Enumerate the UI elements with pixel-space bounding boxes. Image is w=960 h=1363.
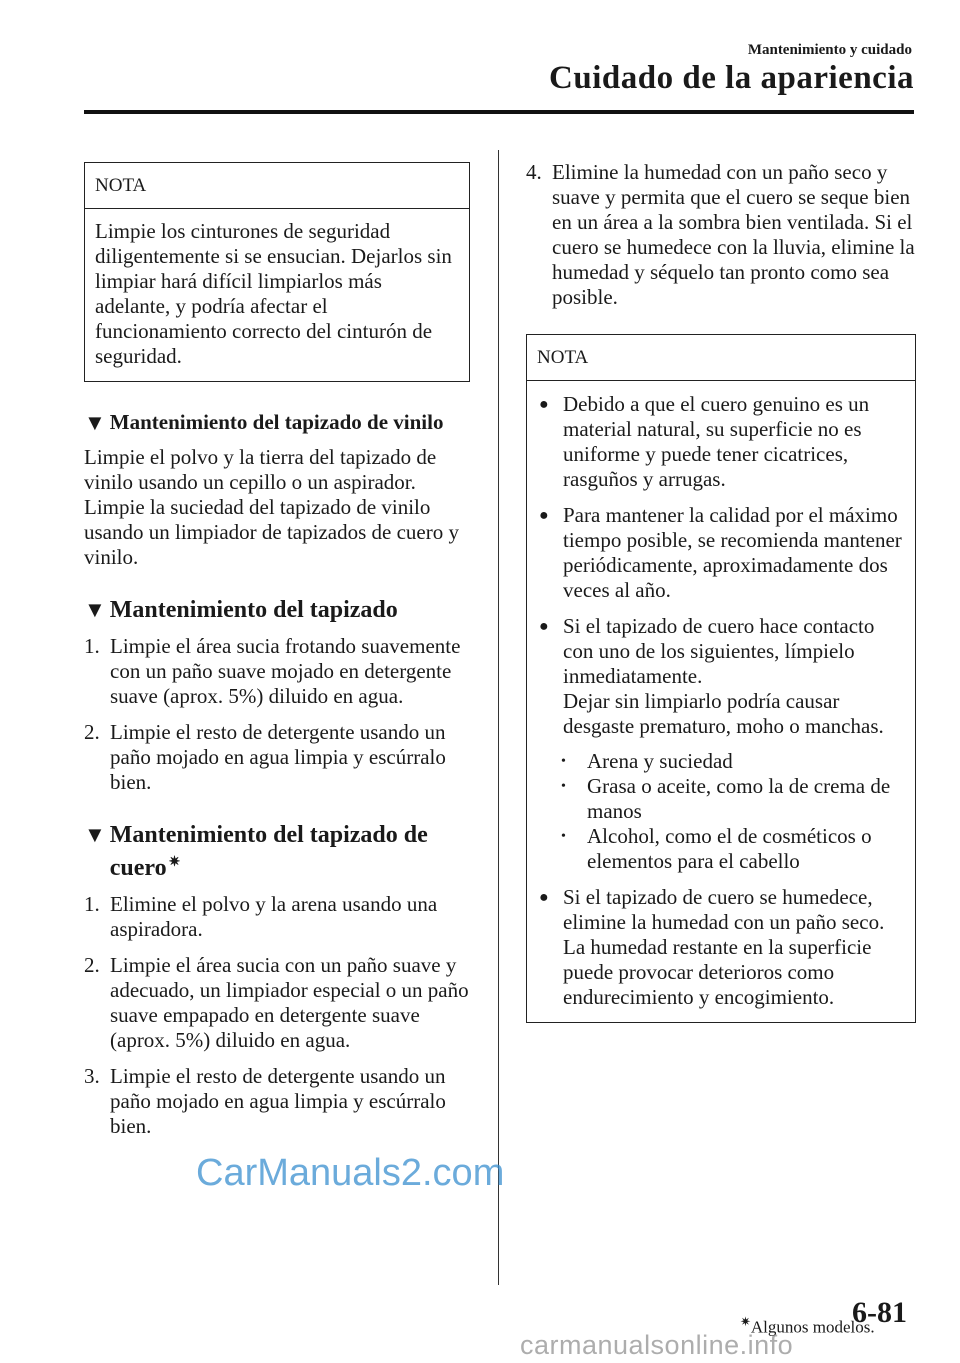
sub-bullet-icon: •	[561, 754, 566, 769]
sub-list	[537, 749, 905, 874]
asterisk-icon: ✷	[740, 1314, 751, 1329]
column-divider	[498, 150, 499, 1285]
bullet-item	[537, 885, 905, 1010]
chapter-title: Mantenimiento y cuidado	[747, 42, 912, 58]
note-body	[527, 392, 915, 1022]
vinyl-paragraph: Limpie el polvo y la tierra del tapizado de vinilo usando un cepillo o un aspirador. Limpie la suciedad del tapizado de vinilo usando un limpiador de tapizados de cuero y vinilo.	[84, 445, 459, 569]
header-divider	[84, 110, 914, 114]
section-title-header: Cuidado de la apariencia	[549, 60, 914, 96]
right-column	[526, 160, 916, 1023]
sub-item-text: Grasa o aceite, como la de crema de manos	[587, 774, 891, 823]
asterisk-icon: ✷	[168, 855, 181, 870]
note-title: NOTA	[85, 163, 469, 209]
step-number: 1.	[84, 634, 100, 658]
step-item	[84, 892, 470, 942]
bullet-dot-icon: ●	[539, 889, 549, 906]
step-number: 1.	[84, 892, 100, 916]
bullet-text-line: Dejar sin limpiarlo podría causar desgaste prematuro, moho o manchas.	[563, 689, 884, 738]
sub-item	[561, 749, 905, 774]
bullet-text: Si el tapizado de cuero se humedece, elimine la humedad con un paño seco. La humedad restante en la superficie puede provocar deterioros como endurecimiento y encogimiento.	[563, 885, 885, 1009]
step-number: 4.	[526, 160, 542, 184]
note-title: NOTA	[527, 335, 915, 381]
heading-text	[110, 821, 470, 882]
left-column	[84, 162, 470, 1150]
heading-text: Mantenimiento del tapizado	[109, 597, 398, 623]
bullet-item	[537, 503, 905, 603]
step-item	[84, 634, 470, 709]
step-text: Elimine el polvo y la arena usando una aspiradora.	[110, 892, 438, 941]
sub-item-text: Alcohol, como el de cosméticos o elementos para el cabello	[587, 824, 872, 873]
bullet-item	[537, 392, 905, 492]
heading-vinyl	[84, 410, 470, 435]
note-body: Limpie los cinturones de seguridad diligentemente si se ensucian. Dejarlos sin limpiar hará difícil limpiarlos más adelante, y podría afectar el funcionamiento correcto del cinturón de seguridad.	[95, 219, 452, 368]
bullet-dot-icon: ●	[539, 396, 549, 413]
step-number: 2.	[84, 720, 100, 744]
sub-bullet-icon: •	[561, 829, 566, 844]
sub-item-text: Arena y suciedad	[587, 749, 733, 773]
step-number: 3.	[84, 1064, 100, 1088]
bullet-dot-icon: ●	[539, 507, 549, 524]
bullet-text	[563, 614, 905, 739]
bullet-item	[537, 614, 905, 739]
triangle-marker-icon: ▼	[84, 597, 106, 622]
step-text: Limpie el área sucia frotando suavemente con un paño suave mojado en detergente suave (aprox. 5%) diluido en agua.	[110, 634, 461, 708]
site-watermark: carmanualsonline.info	[520, 1330, 794, 1360]
carmanuals-watermark: CarManuals2.com	[196, 1152, 505, 1194]
step-item	[84, 953, 470, 1053]
step-item	[526, 160, 916, 310]
bullet-text-line: Si el tapizado de cuero hace contacto con uno de los siguientes, límpielo inmediatamente.	[563, 614, 875, 688]
bullet-dot-icon: ●	[539, 618, 549, 635]
sub-item	[561, 774, 905, 824]
step-text: Limpie el resto de detergente usando un paño mojado en agua limpia y escúrralo bien.	[110, 720, 446, 794]
sub-item	[561, 824, 905, 874]
heading-fabric	[84, 596, 470, 624]
heading-label: Mantenimiento del tapizado de cuero	[109, 822, 428, 881]
triangle-marker-icon: ▼	[84, 410, 106, 435]
step-text: Limpie el resto de detergente usando un paño mojado en agua limpia y escúrralo bien.	[110, 1064, 446, 1138]
triangle-marker-icon: ▼	[84, 822, 106, 847]
heading-leather	[84, 821, 470, 882]
bullet-text: Debido a que el cuero genuino es un material natural, su superficie no es uniforme y puede tener cicatrices, rasguños y arrugas.	[563, 392, 870, 491]
page-number: 6-81	[852, 1296, 907, 1329]
step-text: Limpie el área sucia con un paño suave y adecuado, un limpiador especial o un paño suave empapado en detergente suave (aprox. 5%) diluido en agua.	[110, 953, 469, 1052]
sub-bullet-icon: •	[561, 779, 566, 794]
step-item	[84, 720, 470, 795]
note-box-leather	[526, 334, 916, 1023]
note-box-seatbelts	[84, 162, 470, 382]
step-text: Elimine la humedad con un paño seco y suave y permita que el cuero se seque bien en un área a la sombra bien ventilada. Si el cuero se humedece con la lluvia, elimine la humedad y séquelo tan pronto como sea posible.	[552, 160, 915, 309]
footer-note-text: Algunos modelos.	[750, 1317, 875, 1337]
heading-text: Mantenimiento del tapizado de vinilo	[109, 410, 444, 434]
bullet-text: Para mantener la calidad por el máximo tiempo posible, se recomienda mantener periódicamente, aproximadamente dos veces al año.	[563, 503, 902, 602]
step-number: 2.	[84, 953, 100, 977]
step-item	[84, 1064, 470, 1139]
